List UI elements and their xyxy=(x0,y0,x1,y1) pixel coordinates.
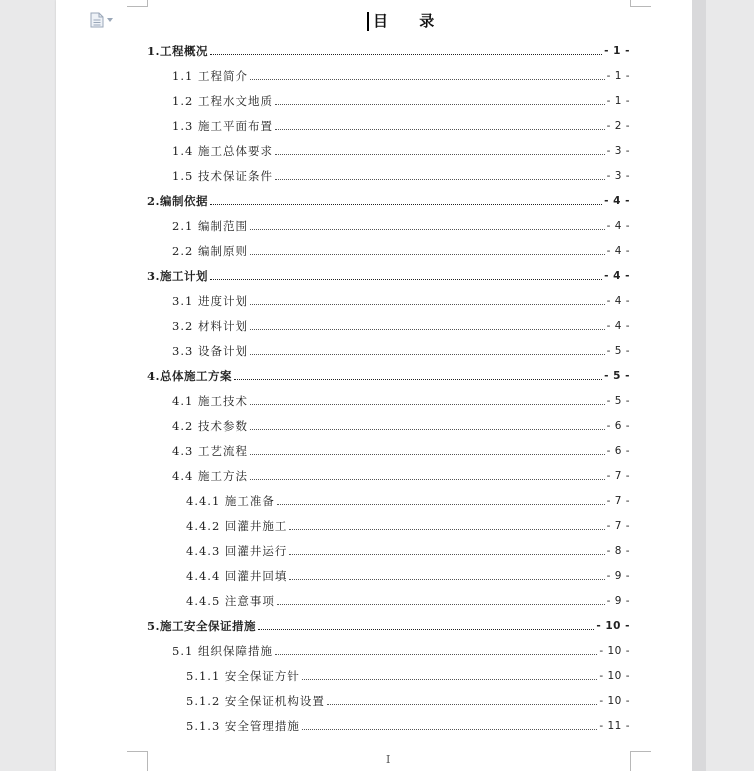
toc-entry-page-number: - 1 - xyxy=(606,70,630,82)
toc-dot-leader xyxy=(289,528,604,530)
toc-entry-page-number: - 10 - xyxy=(599,670,630,682)
toc-entry-label: 5.1.3 安全管理措施 xyxy=(186,719,300,733)
toc-title: 目 录 xyxy=(373,12,448,30)
toc-entry[interactable] xyxy=(186,692,630,708)
toc-entry-label: 5.施工安全保证措施 xyxy=(147,619,257,633)
toc-entry[interactable] xyxy=(186,592,630,608)
toc-entry-label: 1.5 技术保证条件 xyxy=(172,169,273,183)
toc-entry[interactable] xyxy=(186,567,630,583)
toc-dot-leader xyxy=(275,178,605,180)
toc-entry[interactable] xyxy=(172,467,630,483)
toc-entry-label: 3.3 设备计划 xyxy=(172,344,248,358)
toc-entry-page-number: - 5 - xyxy=(606,345,630,357)
toc-entry-label: 4.4.1 施工准备 xyxy=(186,494,275,508)
toc-entry-page-number: - 1 - xyxy=(606,95,630,107)
toc-entry-page-number: - 6 - xyxy=(606,420,630,432)
toc-entry[interactable] xyxy=(172,217,630,233)
toc-entry[interactable] xyxy=(172,142,630,158)
toc-entry-label: 4.4.5 注意事项 xyxy=(186,594,275,608)
toc-entry[interactable] xyxy=(172,442,630,458)
toc-dot-leader xyxy=(277,603,605,605)
toc-entry-page-number: - 7 - xyxy=(606,470,630,482)
toc-entry-page-number: - 4 - xyxy=(604,270,630,282)
toc-entry-label: 1.2 工程水文地质 xyxy=(172,94,273,108)
toc-dot-leader xyxy=(258,628,594,630)
toc-entry-label: 5.1.1 安全保证方针 xyxy=(186,669,300,683)
toc-entry-page-number: - 4 - xyxy=(606,220,630,232)
toc-entry-label: 4.4.3 回灌井运行 xyxy=(186,544,288,558)
toc-entry-label: 1.工程概况 xyxy=(147,44,209,58)
toc-entry[interactable] xyxy=(172,292,630,308)
toc-dot-leader xyxy=(275,128,605,130)
toc-entry-page-number: - 4 - xyxy=(606,245,630,257)
toc-entry[interactable] xyxy=(147,267,630,283)
toc-entry-label: 1.1 工程简介 xyxy=(172,69,248,83)
toc-entry-label: 2.1 编制范围 xyxy=(172,219,248,233)
toc-dot-leader xyxy=(250,453,605,455)
toc-dot-leader xyxy=(250,353,605,355)
toc-entry-page-number: - 4 - xyxy=(606,295,630,307)
toc-dot-leader xyxy=(250,478,605,480)
toc-dot-leader xyxy=(327,703,597,705)
toc-entry[interactable] xyxy=(186,492,630,508)
toc-dot-leader xyxy=(250,428,605,430)
toc-entry[interactable] xyxy=(186,517,630,533)
toc-entry-label: 4.4.4 回灌井回填 xyxy=(186,569,288,583)
toc-entry-page-number: - 1 - xyxy=(604,45,630,57)
toc-entry[interactable] xyxy=(186,542,630,558)
toc-entry-page-number: - 11 - xyxy=(599,720,630,732)
toc-dot-leader xyxy=(302,728,597,730)
toc-entry-page-number: - 6 - xyxy=(606,445,630,457)
toc-dot-leader xyxy=(250,228,605,230)
toc-entry[interactable] xyxy=(172,642,630,658)
toc-entry-label: 1.3 施工平面布置 xyxy=(172,119,273,133)
toc-dot-leader xyxy=(302,678,597,680)
toc-entry-label: 4.2 技术参数 xyxy=(172,419,248,433)
footer-page-number: I xyxy=(386,753,391,766)
toc-entry[interactable] xyxy=(172,392,630,408)
toc-entry-page-number: - 2 - xyxy=(606,120,630,132)
toc-entry-label: 3.1 进度计划 xyxy=(172,294,248,308)
toc-entry[interactable] xyxy=(172,92,630,108)
toc-entry-page-number: - 10 - xyxy=(596,620,630,632)
toc-dot-leader xyxy=(210,203,602,205)
toc-entry[interactable] xyxy=(172,342,630,358)
toc-entry-page-number: - 10 - xyxy=(599,645,630,657)
toc-entry-page-number: - 9 - xyxy=(606,595,630,607)
toc-entry-page-number: - 7 - xyxy=(606,520,630,532)
toc-dot-leader xyxy=(275,153,605,155)
toc-entry-label: 3.施工计划 xyxy=(147,269,209,283)
toc-entry-label: 4.4 施工方法 xyxy=(172,469,248,483)
toc-entry[interactable] xyxy=(147,617,630,633)
toc-dot-leader xyxy=(289,553,604,555)
toc-dot-leader xyxy=(210,53,602,55)
toc-entry-label: 4.3 工艺流程 xyxy=(172,444,248,458)
toc-entry-label: 1.4 施工总体要求 xyxy=(172,144,273,158)
toc-dot-leader xyxy=(210,278,602,280)
toc-dot-leader xyxy=(234,378,602,380)
toc-dot-leader xyxy=(277,503,605,505)
toc-entry[interactable] xyxy=(172,117,630,133)
toc-dot-leader xyxy=(250,303,605,305)
toc-dot-leader xyxy=(250,78,605,80)
toc-entry-page-number: - 5 - xyxy=(604,370,630,382)
toc-entry[interactable] xyxy=(172,67,630,83)
toc-entry-page-number: - 4 - xyxy=(604,195,630,207)
toc-entry-page-number: - 10 - xyxy=(599,695,630,707)
toc-entry-page-number: - 8 - xyxy=(606,545,630,557)
toc-entry-label: 2.2 编制原则 xyxy=(172,244,248,258)
toc-entry-page-number: - 9 - xyxy=(606,570,630,582)
toc-entry[interactable] xyxy=(147,192,630,208)
toc-entry-label: 5.1 组织保障措施 xyxy=(172,644,273,658)
toc-entry-label: 4.1 施工技术 xyxy=(172,394,248,408)
toc-entry-label: 4.4.2 回灌井施工 xyxy=(186,519,288,533)
toc-entry-label: 2.编制依据 xyxy=(147,194,209,208)
toc-entry-label: 3.2 材料计划 xyxy=(172,319,248,333)
toc-entry-page-number: - 3 - xyxy=(606,170,630,182)
toc-dot-leader xyxy=(289,578,604,580)
toc-dot-leader xyxy=(275,103,605,105)
toc-entry[interactable] xyxy=(172,317,630,333)
toc-entry-page-number: - 7 - xyxy=(606,495,630,507)
toc-entry[interactable] xyxy=(186,717,630,733)
toc-dot-leader xyxy=(250,403,605,405)
toc-entry-page-number: - 4 - xyxy=(606,320,630,332)
toc-entry[interactable] xyxy=(172,167,630,183)
toc-dot-leader xyxy=(250,328,605,330)
toc-entry-label: 5.1.2 安全保证机构设置 xyxy=(186,694,325,708)
toc-entry[interactable] xyxy=(147,42,630,58)
toc-entry-page-number: - 3 - xyxy=(606,145,630,157)
toc-entry[interactable] xyxy=(172,417,630,433)
toc-entry-page-number: - 5 - xyxy=(606,395,630,407)
toc-dot-leader xyxy=(275,653,597,655)
toc-dot-leader xyxy=(250,253,605,255)
toc-entry[interactable] xyxy=(172,242,630,258)
toc-entry-label: 4.总体施工方案 xyxy=(147,369,233,383)
toc-entry[interactable] xyxy=(147,367,630,383)
toc-entry[interactable] xyxy=(186,667,630,683)
